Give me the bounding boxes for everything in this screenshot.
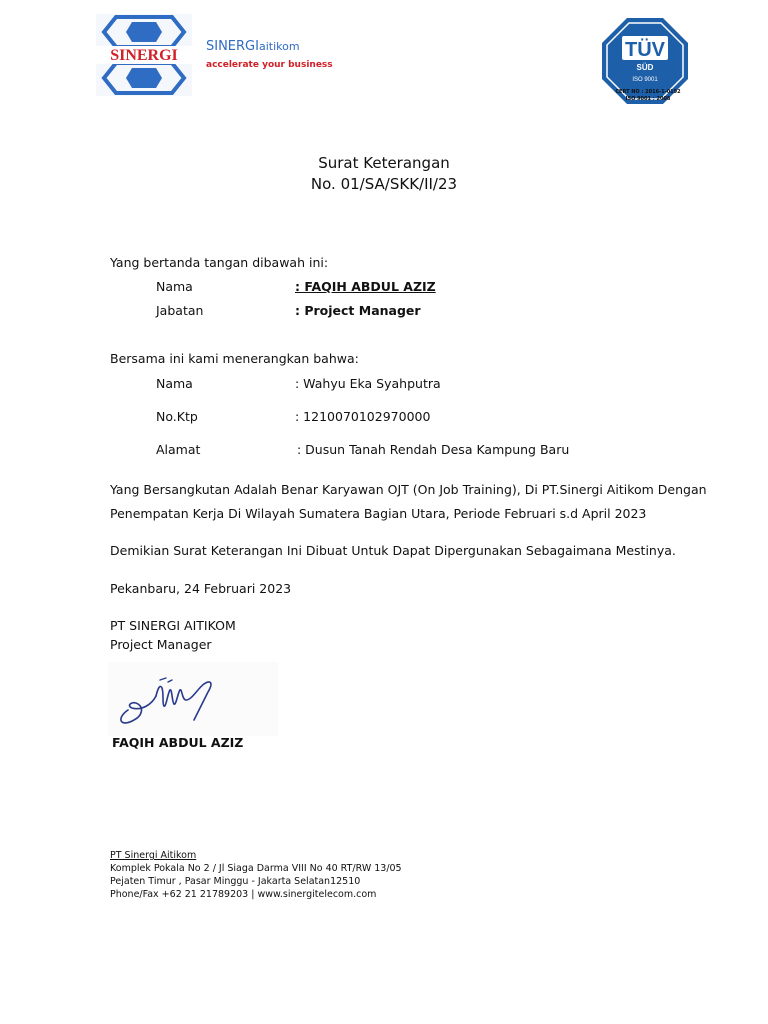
tuv-sub: SÜD — [636, 63, 654, 72]
tuv-iso: ISO 9001 — [632, 77, 658, 83]
signer-name-label: Nama — [156, 279, 193, 294]
signer-name-value: : FAQIH ABDUL AZIZ — [295, 279, 436, 294]
subject-intro: Bersama ini kami menerangkan bahwa: — [110, 351, 359, 366]
signer-position-label: Jabatan — [156, 303, 204, 318]
tuv-cert-number: CERT NO : 2016-1-0192 — [615, 89, 681, 95]
sinergi-logo-text: SINERGI — [110, 47, 178, 64]
place-date: Pekanbaru, 24 Februari 2023 — [110, 581, 292, 596]
subject-ktp-label: No.Ktp — [156, 409, 198, 424]
closing-statement: Demikian Surat Keterangan Ini Dibuat Untuk Dapat Dipergunakan Sebagaimana Mestinya. — [110, 543, 676, 558]
handwritten-signature — [108, 662, 278, 736]
subject-name-value: : Wahyu Eka Syahputra — [295, 376, 441, 391]
signatory-name: FAQIH ABDUL AZIZ — [112, 735, 244, 750]
signature-position: Project Manager — [110, 637, 212, 652]
subject-ktp-value: : 1210070102970000 — [295, 409, 431, 424]
statement-line-1: Yang Bersangkutan Adalah Benar Karyawan OJT (On Job Training), Di PT.Sinergi Aitikom Dengan — [110, 482, 707, 497]
sinergi-logo — [96, 14, 192, 96]
footer-contact: Phone/Fax +62 21 21789203 | www.sinergitelecom.com — [110, 889, 377, 900]
document-title — [0, 154, 768, 172]
subject-name-label: Nama — [156, 376, 193, 391]
document-number: No. 01/SA/SKK/II/23 — [310, 175, 458, 193]
tuv-iso-year: ISO 9001 : 2008 — [625, 95, 671, 102]
brand-name-suffix: aitikom — [258, 40, 300, 53]
brand-tagline: accelerate your business — [206, 60, 333, 70]
signer-position-value: : Project Manager — [295, 303, 421, 318]
brand-name — [206, 39, 300, 54]
brand-name-main: SINERGI — [206, 39, 259, 54]
statement-line-2: Penempatan Kerja Di Wilayah Sumatera Bagian Utara, Periode Februari s.d April 2023 — [110, 506, 647, 521]
signer-intro: Yang bertanda tangan dibawah ini: — [110, 255, 329, 270]
tuv-cert-info — [606, 89, 690, 103]
subject-address-value: : Dusun Tanah Rendah Desa Kampung Baru — [297, 442, 570, 457]
footer-company: PT Sinergi Aitikom — [110, 850, 197, 861]
document-title-text: Surat Keterangan — [318, 154, 450, 172]
tuv-mark: TÜV — [625, 39, 665, 61]
footer-address-2: Pejaten Timur , Pasar Minggu - Jakarta Selatan12510 — [110, 876, 361, 887]
signature-company: PT SINERGI AITIKOM — [110, 618, 236, 633]
subject-address-label: Alamat — [156, 442, 201, 457]
footer-address-1: Komplek Pokala No 2 / Jl Siaga Darma VIII No 40 RT/RW 13/05 — [110, 863, 402, 874]
